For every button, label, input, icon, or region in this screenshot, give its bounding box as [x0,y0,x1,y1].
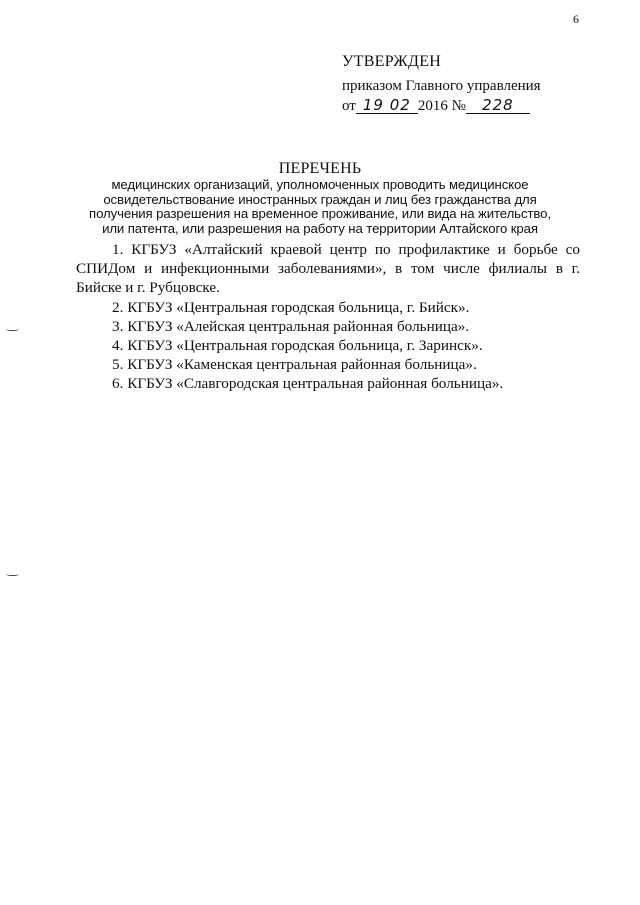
list-item: 2. КГБУЗ «Центральная городская больница, г. Бийск». [112,298,470,316]
list-item: 4. КГБУЗ «Центральная городская больница, г. Заринск». [112,337,483,355]
approval-block [342,52,592,116]
page-number: 6 [573,12,579,26]
organization-list [76,240,580,394]
document-heading [68,160,572,236]
handwritten-date: 19 02 [356,98,418,114]
approval-date-line [342,96,592,116]
date-prefix: от [342,98,356,114]
heading-subtitle-line-3: получения разрешения на временное проживание, или вида на жительство, [89,206,551,221]
year-and-number-label: 2016 № [417,98,466,114]
approval-order-line: приказом Главного управления [342,78,541,94]
list-item: 3. КГБУЗ «Алейская центральная районная больница». [112,317,470,335]
heading-title: ПЕРЕЧЕНЬ [278,160,362,177]
list-item: 1. КГБУЗ «Алтайский краевой центр по профилактике и борьбе со СПИДом и инфекционными заболеваниями», в том числе филиалы в г. Бийске и г. Рубцовске. [76,241,580,297]
heading-subtitle-line-4: или патента, или разрешения на работу на территории Алтайского края [102,220,538,236]
heading-subtitle-line-1: медицинских организаций, уполномоченных проводить медицинское [111,177,529,192]
handwritten-order-number: 228 [466,98,530,114]
list-item: 5. КГБУЗ «Каменская центральная районная больница». [112,356,477,374]
heading-subtitle-line-2: освидетельствование иностранных граждан и лиц без гражданства для [103,191,537,207]
list-item: 6. КГБУЗ «Славгородская центральная районная больница». [112,375,504,393]
punch-mark [6,571,19,576]
approval-title: УТВЕРЖДЕН [342,53,442,70]
punch-mark [6,326,19,331]
